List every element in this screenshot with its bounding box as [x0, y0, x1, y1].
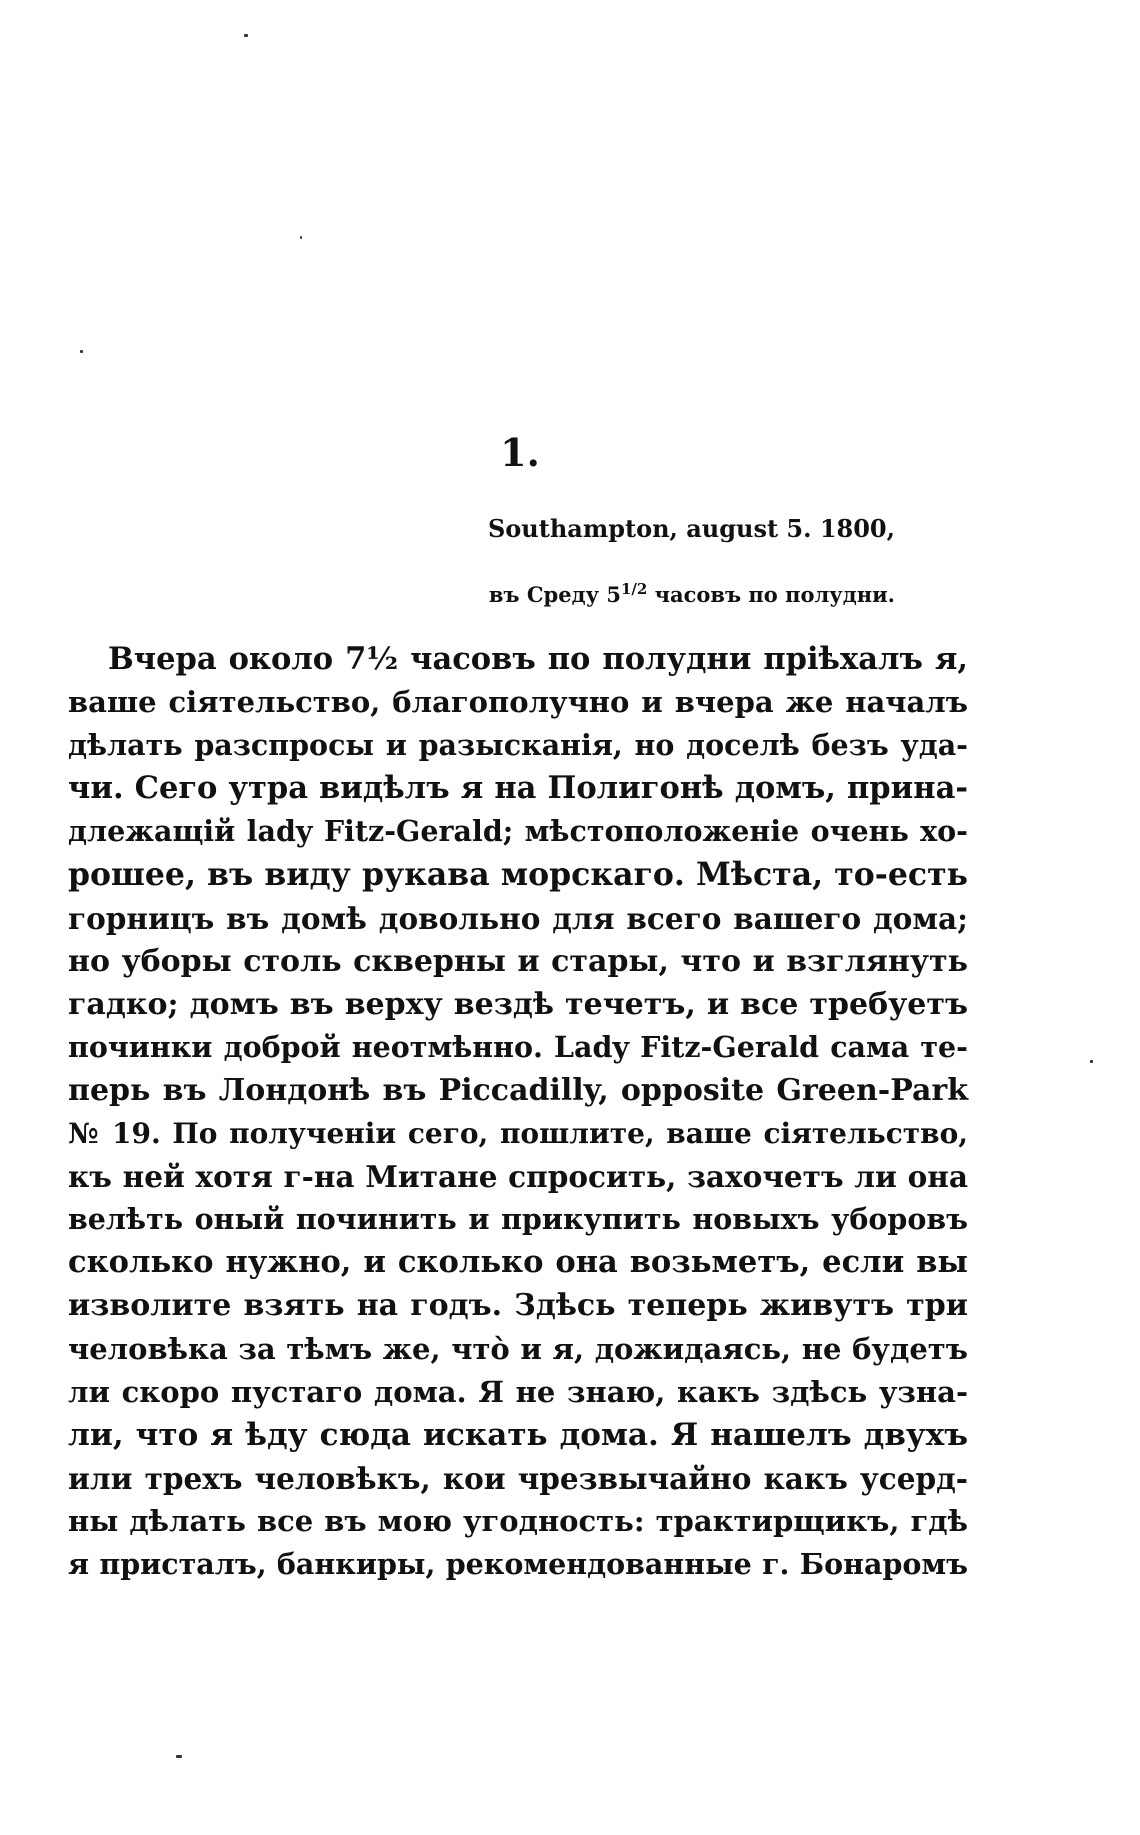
text-line: гадко; домъ въ верху вездѣ течетъ, и все требуетъ — [68, 986, 968, 1022]
text-line: дѣлать разспросы и разысканія, но доселѣ безъ уда- — [68, 728, 968, 763]
text-line: сколько нужно, и сколько она возьметъ, если вы — [68, 1244, 968, 1281]
text-line: или трехъ человѣкъ, кои чрезвычайно какъ усерд- — [68, 1460, 968, 1496]
text-line: Вчера около 7½ часовъ по полудни пріѣхалъ я, — [108, 641, 968, 677]
text-line: рошее, въ виду рукава морскаго. Мѣста, то-есть — [68, 856, 968, 894]
text-line: ны дѣлать все въ мою угодность: трактирщикъ, гдѣ — [68, 1503, 968, 1538]
scan-speck — [1090, 1060, 1093, 1063]
letter-body — [68, 638, 968, 1586]
text-line: къ ней хотя г-на Митане спросить, захочетъ ли она — [68, 1159, 968, 1195]
time-prefix: въ Среду 5 — [488, 582, 621, 607]
scan-speck — [80, 350, 83, 353]
text-line: ваше сіятельство, благополучно и вчера же началъ — [68, 685, 968, 720]
time-suffix: часовъ по полудни. — [647, 582, 895, 607]
text-line: человѣка за тѣмъ же, что̀ и я, дожидаясь, не будетъ — [68, 1331, 968, 1366]
text-line: ли, что я ѣду сюда искать дома. Я нашелъ двухъ — [68, 1416, 968, 1453]
text-line: но уборы столь скверны и стары, что и взглянуть — [68, 943, 968, 979]
text-line: ли скоро пустаго дома. Я не знаю, какъ здѣсь узна- — [68, 1374, 968, 1409]
text-line: починки доброй неотмѣнно. Lady Fitz-Gerald сама те- — [68, 1029, 968, 1064]
scan-speck — [244, 34, 248, 37]
text-line: велѣть оный починить и прикупить новыхъ уборовъ — [68, 1202, 968, 1237]
text-line: перь въ Лондонѣ въ Piccadilly, opposite Green-Park — [68, 1072, 968, 1108]
time-line — [489, 580, 895, 607]
text-line: горницъ въ домѣ довольно для всего вашего дома; — [68, 900, 968, 936]
text-line: чи. Сего утра видѣлъ я на Полигонѣ домъ, прина- — [68, 770, 968, 807]
text-line: изволите взять на годъ. Здѣсь теперь живутъ три — [68, 1288, 968, 1324]
scan-speck — [300, 236, 302, 239]
text-line: я присталъ, банкиры, рекомендованные г. Бонаромъ — [68, 1546, 968, 1581]
text-line: длежащій lady Fitz-Gerald; мѣстоположеніе очень хо- — [68, 814, 968, 849]
letter-number: 1. — [500, 430, 540, 475]
text-line: № 19. По полученіи сего, пошлите, ваше сіятельство, — [68, 1117, 968, 1151]
time-fraction: 1/2 — [620, 580, 648, 598]
place-date-line: Southampton, august 5. 1800, — [487, 514, 895, 543]
scan-speck — [176, 1755, 182, 1758]
